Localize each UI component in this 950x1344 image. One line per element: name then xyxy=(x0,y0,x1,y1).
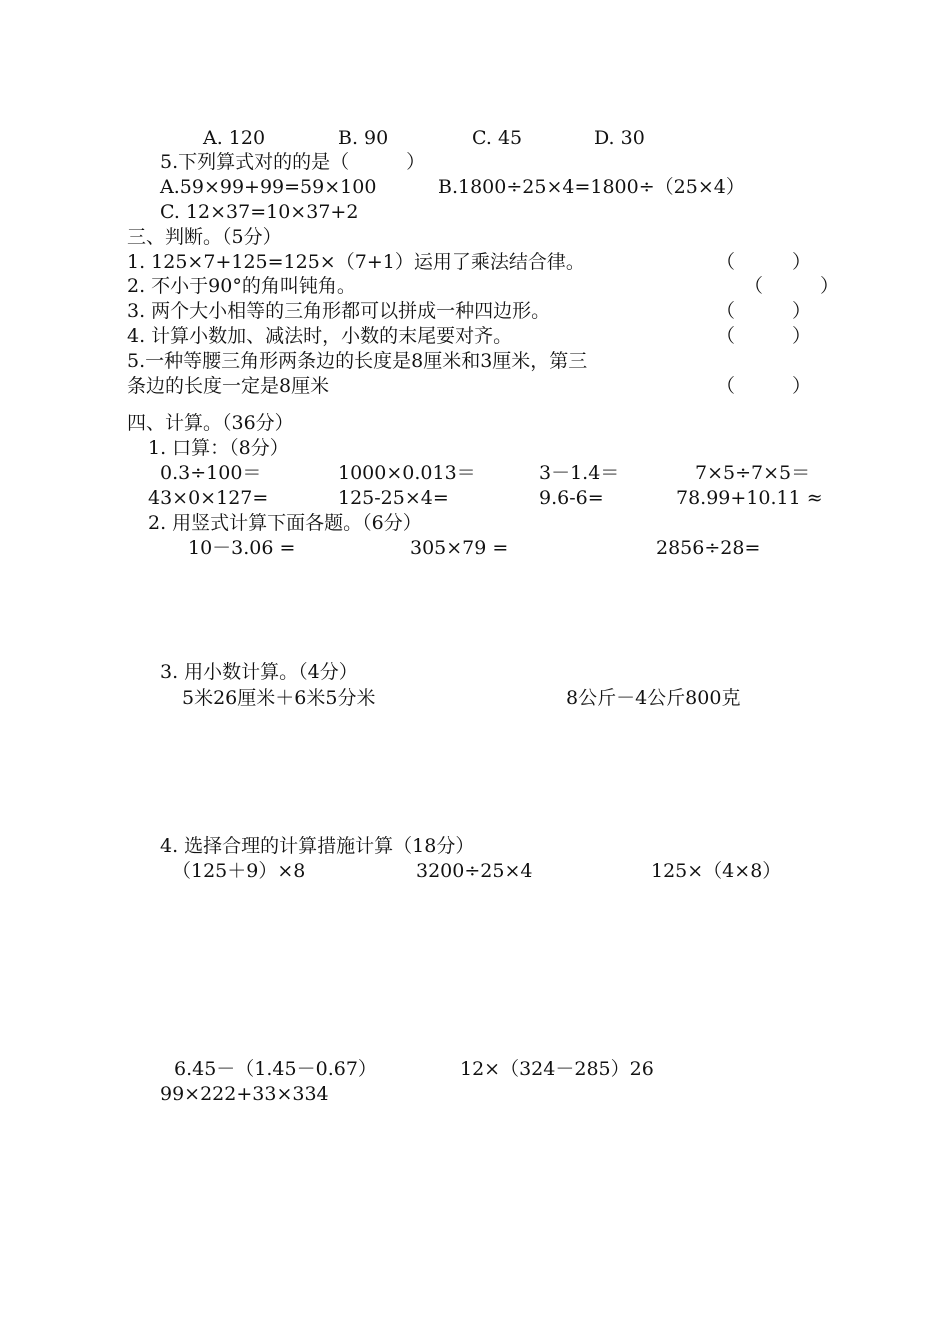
judge-item-5: 5.一种等腰三角形两条边的长度是8厘米和3厘米，第三 xyxy=(127,350,588,372)
judge-item-5-cont: 条边的长度一定是8厘米 xyxy=(127,375,330,397)
q4-option-b: B. 90 xyxy=(338,127,389,149)
section4-title: 四、计算。（36分） xyxy=(127,412,294,434)
simplify-item: 6.45－（1.45－0.67） xyxy=(174,1058,377,1080)
simplify-item: （125＋9）×8 xyxy=(172,860,306,882)
oral-item: 125-25×4= xyxy=(338,487,449,509)
judge-paren-5: （ ） xyxy=(716,375,812,397)
judge-item-4: 4. 计算小数加、减法时，小数的末尾要对齐。 xyxy=(127,325,513,347)
q5-option-c: C. 12×37=10×37+2 xyxy=(160,201,359,223)
q4-option-c: C. 45 xyxy=(472,127,523,149)
oral-item: 3－1.4＝ xyxy=(539,462,620,484)
judge-item-2: 2. 不小于90°的角叫钝角。 xyxy=(127,275,356,297)
judge-paren-1: （ ） xyxy=(716,251,812,273)
decimal-calc-title: 3. 用小数计算。（4分） xyxy=(160,661,358,683)
oral-item: 1000×0.013＝ xyxy=(338,462,476,484)
q4-option-a: A. 120 xyxy=(203,127,266,149)
oral-title: 1. 口算：（8分） xyxy=(148,437,289,459)
judge-paren-4: （ ） xyxy=(716,325,812,347)
simplify-title: 4. 选择合理的计算措施计算（18分） xyxy=(160,835,475,857)
oral-item: 0.3÷100＝ xyxy=(160,462,262,484)
q5-text: 5.下列算式对的的是（ ） xyxy=(160,151,426,173)
q4-option-d: D. 30 xyxy=(594,127,645,149)
vertical-calc-title: 2. 用竖式计算下面各题。（6分） xyxy=(148,512,422,534)
judge-paren-3: （ ） xyxy=(716,300,812,322)
simplify-item: 12×（324－285）26 xyxy=(460,1058,654,1080)
vertical-calc-item: 2856÷28= xyxy=(656,537,761,559)
judge-item-1: 1. 125×7+125=125×（7+1）运用了乘法结合律。 xyxy=(127,251,585,273)
oral-item: 78.99+10.11 ≈ xyxy=(676,487,823,509)
decimal-calc-item: 8公斤－4公斤800克 xyxy=(566,687,741,709)
judge-paren-2: （ ） xyxy=(744,275,840,297)
decimal-calc-item: 5米26厘米＋6米5分米 xyxy=(182,687,376,709)
oral-item: 43×0×127= xyxy=(148,487,269,509)
section3-title: 三、判断。（5分） xyxy=(127,226,282,248)
simplify-item: 125×（4×8） xyxy=(651,860,782,882)
q5-option-a: A.59×99+99=59×100 xyxy=(160,176,377,198)
q5-option-b: B.1800÷25×4=1800÷（25×4） xyxy=(438,176,745,198)
oral-item: 9.6-6= xyxy=(539,487,604,509)
judge-item-3: 3. 两个大小相等的三角形都可以拼成一种四边形。 xyxy=(127,300,551,322)
simplify-item: 3200÷25×4 xyxy=(416,860,533,882)
oral-item: 7×5÷7×5＝ xyxy=(695,462,811,484)
vertical-calc-item: 305×79 = xyxy=(410,537,509,559)
simplify-item: 99×222+33×334 xyxy=(160,1083,329,1105)
vertical-calc-item: 10－3.06 = xyxy=(188,537,296,559)
